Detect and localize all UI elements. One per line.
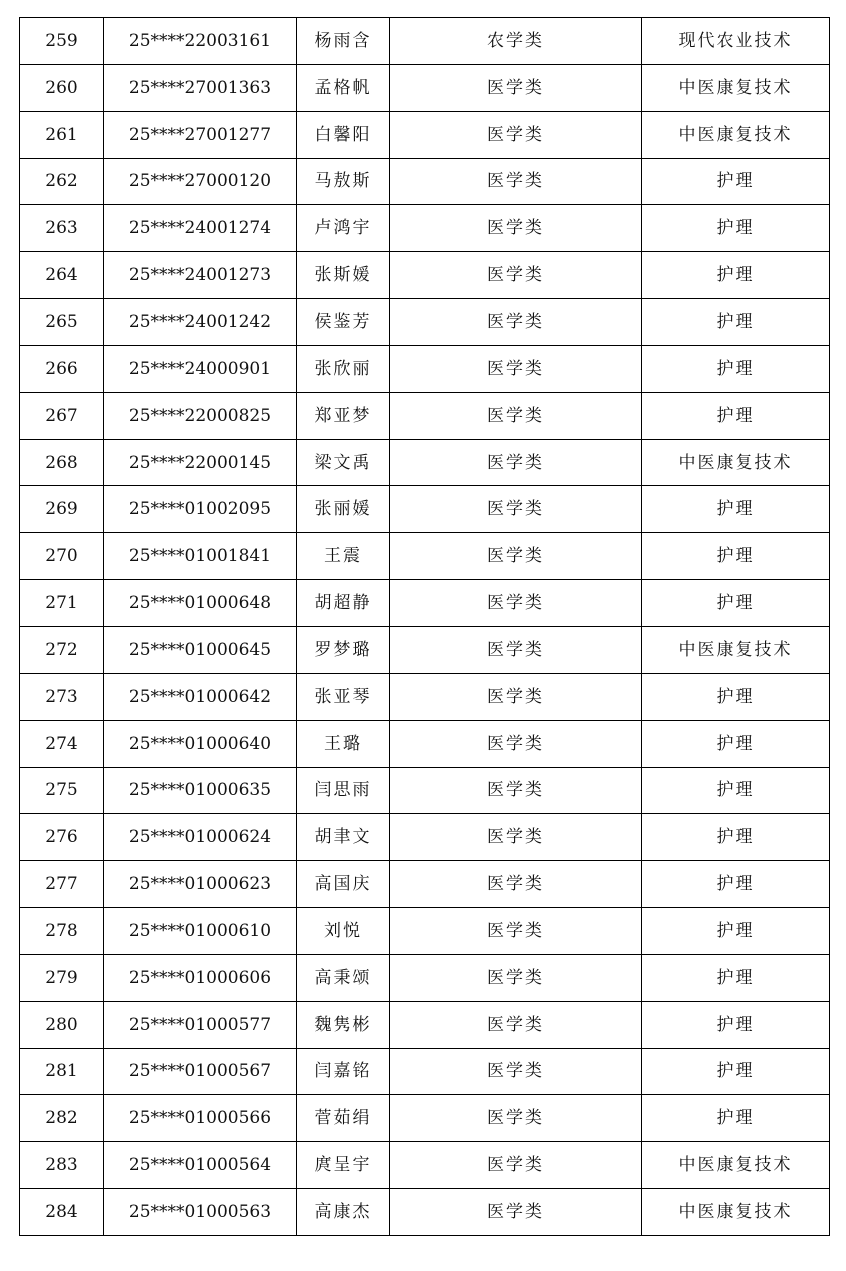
exam-id-cell: 25****01000610	[104, 908, 297, 955]
table-row	[20, 767, 830, 814]
exam-id-cell: 25****01000566	[104, 1095, 297, 1142]
category-cell: 医学类	[390, 64, 642, 111]
exam-id-cell: 25****22003161	[104, 18, 297, 65]
major-cell: 护理	[642, 392, 830, 439]
category-cell: 医学类	[390, 392, 642, 439]
category-cell: 医学类	[390, 111, 642, 158]
table-row	[20, 626, 830, 673]
exam-id-cell: 25****01000635	[104, 767, 297, 814]
row-number-cell: 276	[20, 814, 104, 861]
row-number-cell: 278	[20, 908, 104, 955]
major-cell: 护理	[642, 720, 830, 767]
table-row	[20, 345, 830, 392]
exam-id-cell: 25****01000624	[104, 814, 297, 861]
student-name-cell: 魏隽彬	[297, 1001, 390, 1048]
category-cell: 医学类	[390, 1189, 642, 1236]
category-cell: 医学类	[390, 345, 642, 392]
table-row	[20, 908, 830, 955]
table-row	[20, 861, 830, 908]
student-name-cell: 王震	[297, 533, 390, 580]
row-number-cell: 283	[20, 1142, 104, 1189]
table-row	[20, 486, 830, 533]
exam-id-cell: 25****27001363	[104, 64, 297, 111]
table-row	[20, 954, 830, 1001]
major-cell: 护理	[642, 767, 830, 814]
table-row	[20, 392, 830, 439]
exam-id-cell: 25****01000563	[104, 1189, 297, 1236]
table-row	[20, 1142, 830, 1189]
category-cell: 农学类	[390, 18, 642, 65]
category-cell: 医学类	[390, 1095, 642, 1142]
row-number-cell: 282	[20, 1095, 104, 1142]
major-cell: 护理	[642, 814, 830, 861]
major-cell: 中医康复技术	[642, 111, 830, 158]
category-cell: 医学类	[390, 439, 642, 486]
category-cell: 医学类	[390, 299, 642, 346]
row-number-cell: 270	[20, 533, 104, 580]
roster-table-body	[20, 18, 830, 1236]
category-cell: 医学类	[390, 626, 642, 673]
student-name-cell: 罗梦璐	[297, 626, 390, 673]
row-number-cell: 274	[20, 720, 104, 767]
exam-id-cell: 25****22000145	[104, 439, 297, 486]
category-cell: 医学类	[390, 158, 642, 205]
table-row	[20, 111, 830, 158]
table-row	[20, 533, 830, 580]
row-number-cell: 267	[20, 392, 104, 439]
student-name-cell: 梁文禹	[297, 439, 390, 486]
row-number-cell: 275	[20, 767, 104, 814]
student-name-cell: 张丽媛	[297, 486, 390, 533]
student-name-cell: 卢鸿宇	[297, 205, 390, 252]
exam-id-cell: 25****01001841	[104, 533, 297, 580]
student-name-cell: 张亚琴	[297, 673, 390, 720]
student-name-cell: 张欣丽	[297, 345, 390, 392]
table-row	[20, 720, 830, 767]
row-number-cell: 284	[20, 1189, 104, 1236]
major-cell: 护理	[642, 345, 830, 392]
table-row	[20, 18, 830, 65]
category-cell: 医学类	[390, 720, 642, 767]
category-cell: 医学类	[390, 1001, 642, 1048]
major-cell: 现代农业技术	[642, 18, 830, 65]
major-cell: 中医康复技术	[642, 64, 830, 111]
exam-id-cell: 25****24001273	[104, 252, 297, 299]
category-cell: 医学类	[390, 954, 642, 1001]
exam-id-cell: 25****01000577	[104, 1001, 297, 1048]
major-cell: 护理	[642, 954, 830, 1001]
student-name-cell: 闫嘉铭	[297, 1048, 390, 1095]
student-name-cell: 郑亚梦	[297, 392, 390, 439]
exam-id-cell: 25****22000825	[104, 392, 297, 439]
exam-id-cell: 25****24001242	[104, 299, 297, 346]
student-name-cell: 马敖斯	[297, 158, 390, 205]
category-cell: 医学类	[390, 1048, 642, 1095]
row-number-cell: 268	[20, 439, 104, 486]
student-name-cell: 高秉颂	[297, 954, 390, 1001]
major-cell: 中医康复技术	[642, 1189, 830, 1236]
major-cell: 护理	[642, 1001, 830, 1048]
student-name-cell: 胡聿文	[297, 814, 390, 861]
major-cell: 护理	[642, 299, 830, 346]
table-row	[20, 439, 830, 486]
exam-id-cell: 25****01000642	[104, 673, 297, 720]
major-cell: 护理	[642, 158, 830, 205]
major-cell: 护理	[642, 1095, 830, 1142]
row-number-cell: 265	[20, 299, 104, 346]
category-cell: 医学类	[390, 1142, 642, 1189]
major-cell: 护理	[642, 908, 830, 955]
table-row	[20, 299, 830, 346]
major-cell: 中医康复技术	[642, 1142, 830, 1189]
student-name-cell: 张斯媛	[297, 252, 390, 299]
student-name-cell: 孟格帆	[297, 64, 390, 111]
table-row	[20, 64, 830, 111]
major-cell: 中医康复技术	[642, 439, 830, 486]
exam-id-cell: 25****27001277	[104, 111, 297, 158]
row-number-cell: 277	[20, 861, 104, 908]
row-number-cell: 272	[20, 626, 104, 673]
exam-id-cell: 25****01000623	[104, 861, 297, 908]
row-number-cell: 280	[20, 1001, 104, 1048]
table-row	[20, 158, 830, 205]
major-cell: 护理	[642, 533, 830, 580]
exam-id-cell: 25****01000648	[104, 580, 297, 627]
major-cell: 护理	[642, 673, 830, 720]
major-cell: 护理	[642, 486, 830, 533]
student-name-cell: 闫思雨	[297, 767, 390, 814]
student-name-cell: 高康杰	[297, 1189, 390, 1236]
exam-id-cell: 25****01000567	[104, 1048, 297, 1095]
category-cell: 医学类	[390, 673, 642, 720]
student-name-cell: 王璐	[297, 720, 390, 767]
exam-id-cell: 25****24001274	[104, 205, 297, 252]
row-number-cell: 260	[20, 64, 104, 111]
row-number-cell: 266	[20, 345, 104, 392]
exam-id-cell: 25****01000640	[104, 720, 297, 767]
category-cell: 医学类	[390, 486, 642, 533]
row-number-cell: 264	[20, 252, 104, 299]
table-row	[20, 673, 830, 720]
exam-id-cell: 25****24000901	[104, 345, 297, 392]
student-name-cell: 庹呈宇	[297, 1142, 390, 1189]
exam-id-cell: 25****01000645	[104, 626, 297, 673]
table-row	[20, 814, 830, 861]
table-row	[20, 1095, 830, 1142]
major-cell: 中医康复技术	[642, 626, 830, 673]
major-cell: 护理	[642, 861, 830, 908]
category-cell: 医学类	[390, 814, 642, 861]
category-cell: 医学类	[390, 861, 642, 908]
major-cell: 护理	[642, 205, 830, 252]
row-number-cell: 261	[20, 111, 104, 158]
exam-id-cell: 25****27000120	[104, 158, 297, 205]
student-name-cell: 高国庆	[297, 861, 390, 908]
student-name-cell: 胡超静	[297, 580, 390, 627]
exam-id-cell: 25****01000564	[104, 1142, 297, 1189]
student-name-cell: 刘悦	[297, 908, 390, 955]
student-name-cell: 杨雨含	[297, 18, 390, 65]
row-number-cell: 271	[20, 580, 104, 627]
category-cell: 医学类	[390, 205, 642, 252]
table-row	[20, 252, 830, 299]
student-roster-table	[19, 17, 830, 1236]
category-cell: 医学类	[390, 580, 642, 627]
category-cell: 医学类	[390, 908, 642, 955]
row-number-cell: 281	[20, 1048, 104, 1095]
row-number-cell: 269	[20, 486, 104, 533]
table-row	[20, 1001, 830, 1048]
row-number-cell: 259	[20, 18, 104, 65]
student-name-cell: 白馨阳	[297, 111, 390, 158]
row-number-cell: 262	[20, 158, 104, 205]
row-number-cell: 279	[20, 954, 104, 1001]
row-number-cell: 263	[20, 205, 104, 252]
exam-id-cell: 25****01000606	[104, 954, 297, 1001]
category-cell: 医学类	[390, 767, 642, 814]
table-row	[20, 1189, 830, 1236]
table-row	[20, 1048, 830, 1095]
student-name-cell: 侯鉴芳	[297, 299, 390, 346]
major-cell: 护理	[642, 580, 830, 627]
table-row	[20, 205, 830, 252]
major-cell: 护理	[642, 1048, 830, 1095]
category-cell: 医学类	[390, 533, 642, 580]
row-number-cell: 273	[20, 673, 104, 720]
category-cell: 医学类	[390, 252, 642, 299]
table-row	[20, 580, 830, 627]
student-name-cell: 菅茹绢	[297, 1095, 390, 1142]
major-cell: 护理	[642, 252, 830, 299]
exam-id-cell: 25****01002095	[104, 486, 297, 533]
